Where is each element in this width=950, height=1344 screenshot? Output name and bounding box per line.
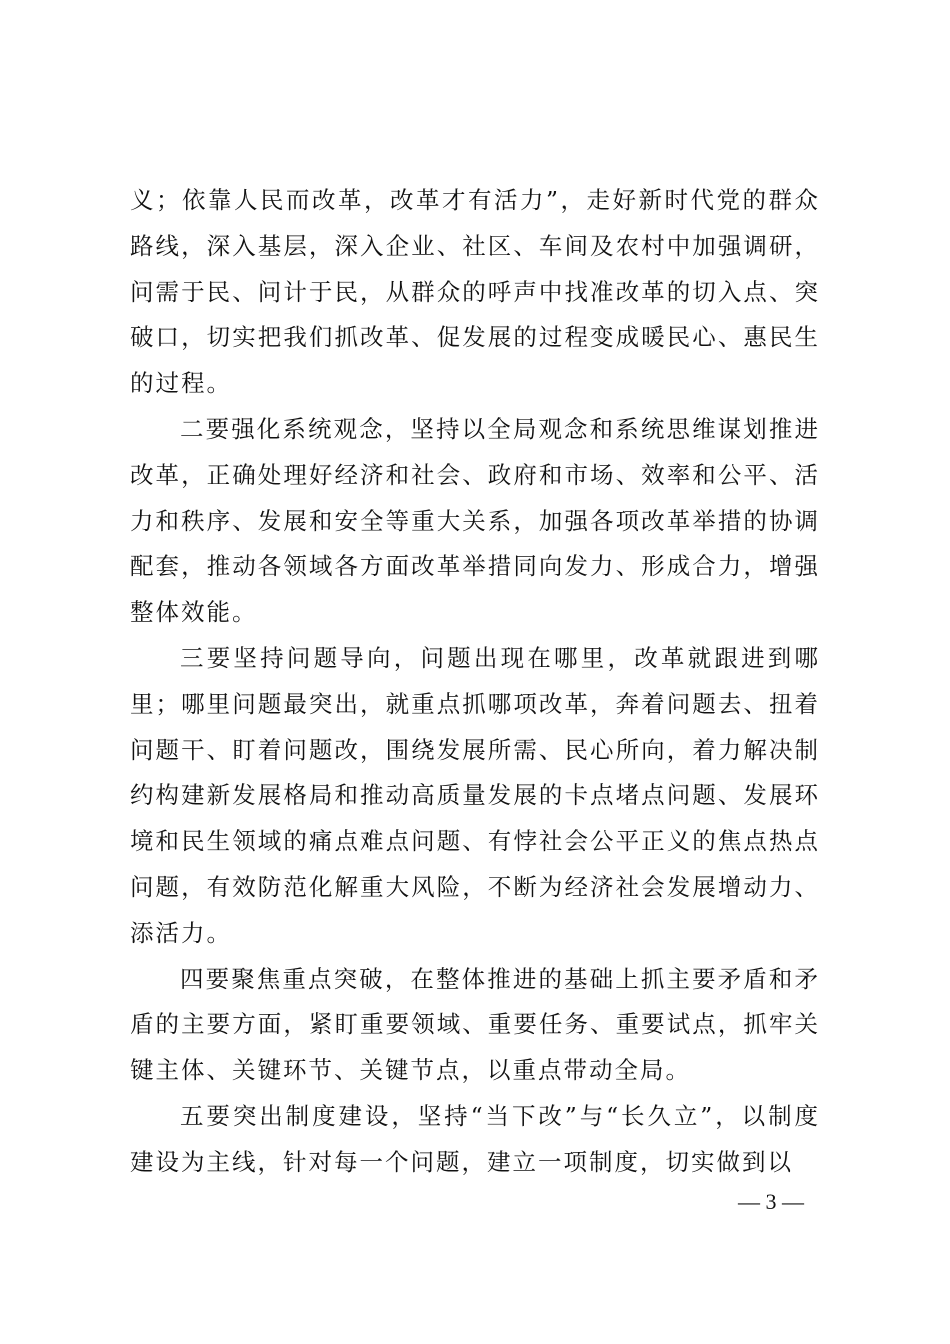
body-text xyxy=(130,178,820,1186)
paragraph-institution-building: 五要突出制度建设，坚持“当下改”与“长久立”，以制度建设为主线，针对每一个问题，建立一项制度，切实做到以 xyxy=(130,1101,820,1176)
paragraph-key-breakthrough: 四要聚焦重点突破，在整体推进的基础上抓主要矛盾和矛盾的主要方面，紧盯重要领域、重要任务、重要试点，抓牢关键主体、关键环节、关键节点，以重点带动全局。 xyxy=(130,964,820,1085)
page-number: — 3 — xyxy=(738,1189,804,1214)
paragraph-system-concept: 二要强化系统观念，坚持以全局观念和系统思维谋划推进改革，正确处理好经济和社会、政府和市场、效率和公平、活力和秩序、发展和安全等重大关系，加强各项改革举措的协调配套，推动各领域各方面改革举措同向发力、形成合力，增强整体效能。 xyxy=(130,414,820,627)
paragraph-problem-oriented: 三要坚持问题导向，问题出现在哪里，改革就跟进到哪里；哪里问题最突出，就重点抓哪项改革，奔着问题去、扭着问题干、盯着问题改，围绕发展所需、民心所向，着力解决制约构建新发展格局和推动高质量发展的卡点堵点问题、发展环境和民生领域的痛点难点问题、有悖社会公平正义的焦点热点问题，有效防范化解重大风险，不断为经济社会发展增动力、添活力。 xyxy=(130,643,820,947)
paragraph-continuation: 义；依靠人民而改革，改革才有活力”，走好新时代党的群众路线，深入基层，深入企业、社区、车间及农村中加强调研，问需于民、问计于民，从群众的呼声中找准改革的切入点、突破口，切实把我们抓改革、促发展的过程变成暖民心、惠民生的过程。 xyxy=(130,186,820,398)
